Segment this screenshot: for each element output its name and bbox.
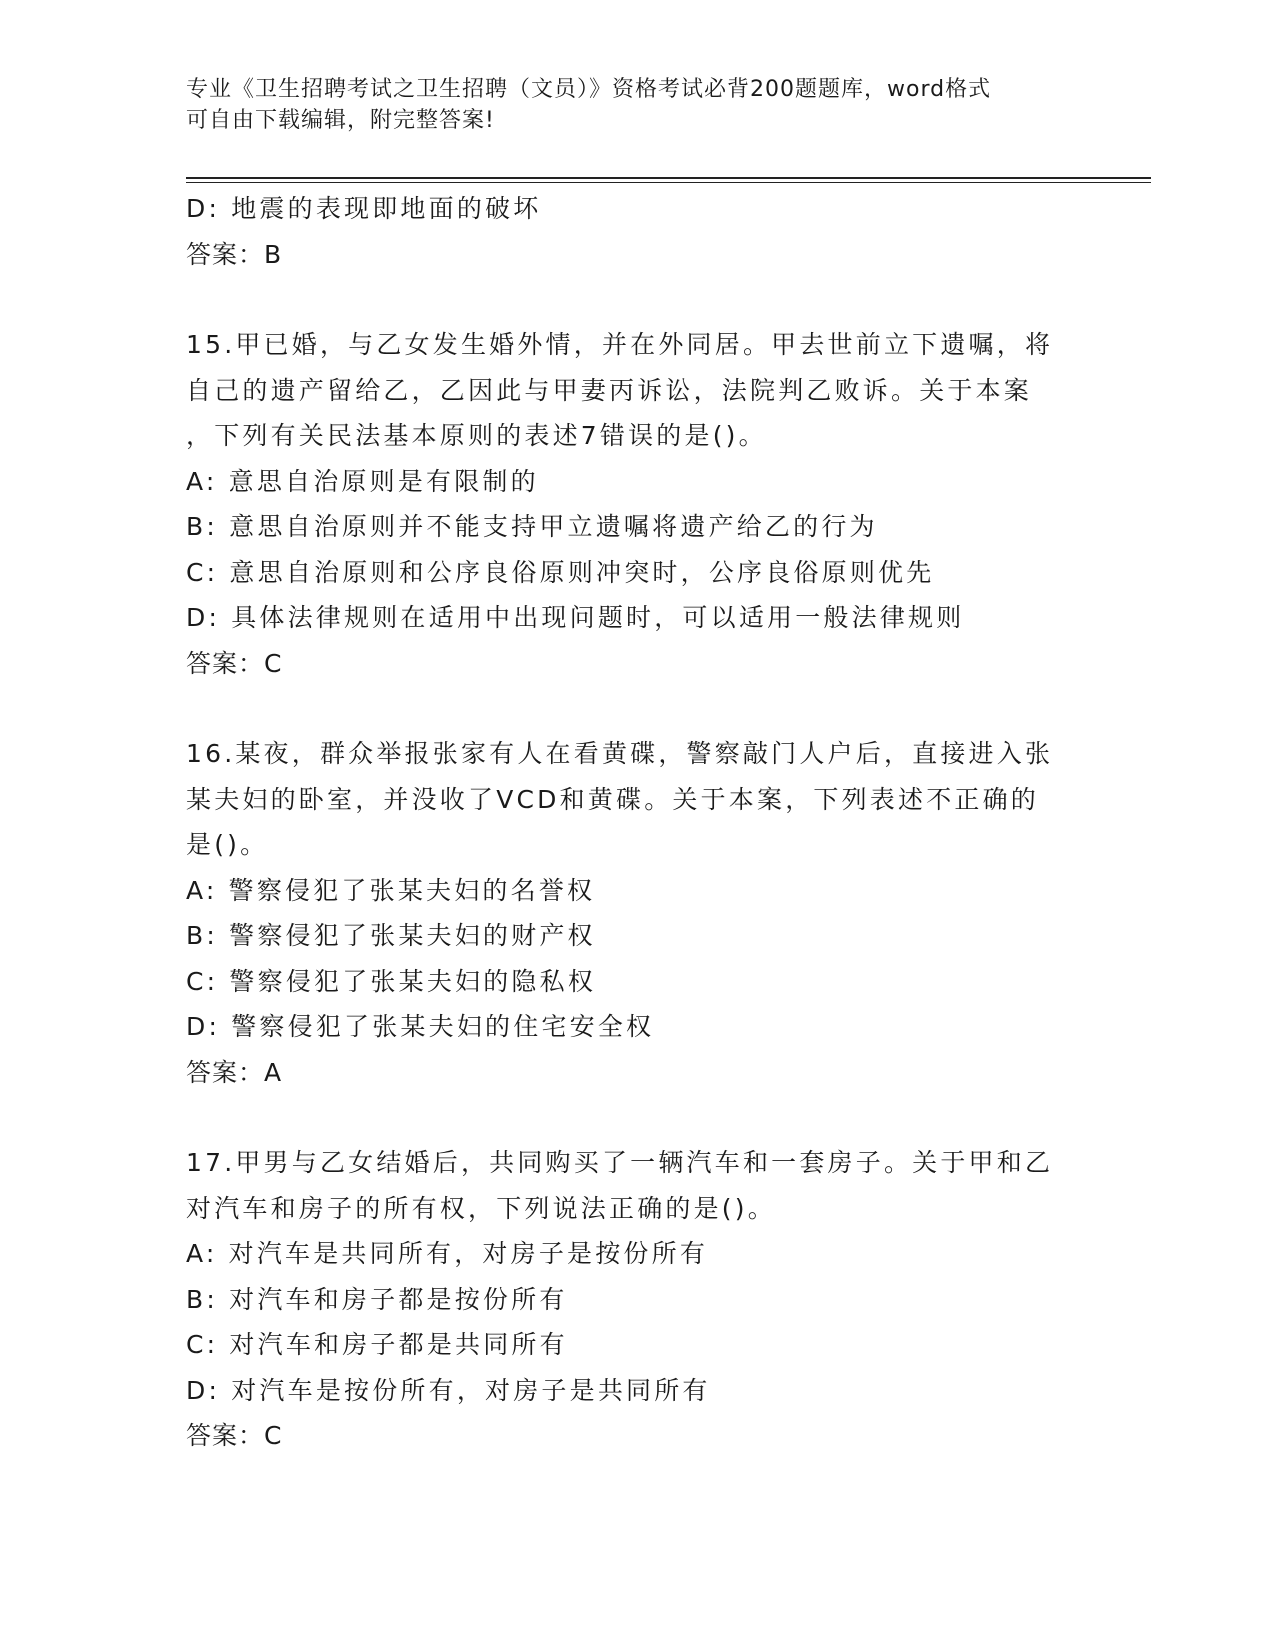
header-line-2: 可自由下载编辑，附完整答案!	[186, 108, 495, 133]
question-stem-line: 15.甲已婚，与乙女发生婚外情，并在外同居。甲去世前立下遗嘱，将	[186, 330, 1054, 359]
answer-line: 答案：C	[186, 648, 283, 678]
option-b: B: 对汽车和房子都是按份所有	[186, 1284, 568, 1314]
previous-question-tail	[186, 186, 1086, 277]
question-stem-line: 17.甲男与乙女结婚后，共同购买了一辆汽车和一套房子。关于甲和乙	[186, 1148, 1054, 1177]
option-b: B: 意思自治原则并不能支持甲立遗嘱将遗产给乙的行为	[186, 512, 878, 541]
document-body	[186, 186, 1086, 1459]
question-stem-line: ，下列有关民法基本原则的表述7错误的是()。	[186, 421, 767, 450]
question-17	[186, 1140, 1086, 1459]
question-stem-line: 是()。	[186, 830, 269, 859]
option-d: D: 对汽车是按份所有，对房子是共同所有	[186, 1375, 711, 1405]
option-d: D: 具体法律规则在适用中出现问题时，可以适用一般法律规则	[186, 603, 965, 632]
page-header	[186, 74, 1086, 136]
header-line-1: 专业《卫生招聘考试之卫生招聘（文员）》资格考试必背200题题库，word格式	[186, 77, 992, 102]
option-d: D: 地震的表现即地面的破坏	[186, 194, 542, 223]
question-16	[186, 731, 1086, 1095]
option-d: D: 警察侵犯了张某夫妇的住宅安全权	[186, 1012, 655, 1041]
question-stem-line: 对汽车和房子的所有权，下列说法正确的是()。	[186, 1193, 776, 1223]
question-stem-line: 某夫妇的卧室，并没收了VCD和黄碟。关于本案，下列表述不正确的	[186, 784, 1040, 814]
answer-line: 答案：A	[186, 1057, 283, 1087]
option-a: A: 意思自治原则是有限制的	[186, 466, 539, 496]
answer-line: 答案：C	[186, 1421, 283, 1450]
option-c: C: 意思自治原则和公序良俗原则冲突时，公序良俗原则优先	[186, 557, 935, 587]
option-c: C: 警察侵犯了张某夫妇的隐私权	[186, 966, 597, 996]
option-b: B: 警察侵犯了张某夫妇的财产权	[186, 921, 596, 950]
option-a: A: 警察侵犯了张某夫妇的名誉权	[186, 875, 596, 905]
answer-line: 答案：B	[186, 239, 283, 269]
option-a: A: 对汽车是共同所有，对房子是按份所有	[186, 1239, 709, 1268]
option-c: C: 对汽车和房子都是共同所有	[186, 1330, 568, 1359]
header-divider	[186, 177, 1151, 183]
question-stem-line: 16.某夜，群众举报张家有人在看黄碟，警察敲门人户后，直接进入张	[186, 739, 1054, 768]
question-15	[186, 322, 1086, 686]
question-stem-line: 自己的遗产留给乙，乙因此与甲妻丙诉讼，法院判乙败诉。关于本案	[186, 375, 1033, 405]
